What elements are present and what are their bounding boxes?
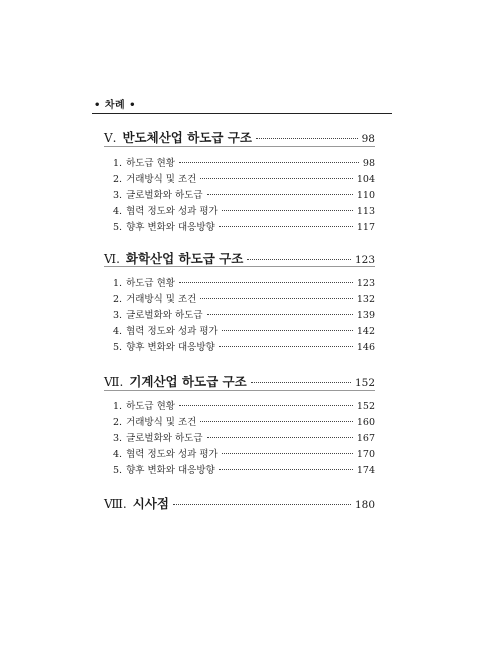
section-number: 4. xyxy=(113,449,123,460)
toc-section[interactable] xyxy=(113,430,375,444)
section-page: 174 xyxy=(356,465,375,476)
section-title: 향후 변화와 대응방향 xyxy=(126,342,215,353)
chapter-title: 시사점 xyxy=(132,496,169,511)
section-number: 5. xyxy=(113,465,123,476)
section-number: 3. xyxy=(113,310,123,321)
dot-leader xyxy=(207,314,353,315)
dot-leader xyxy=(222,453,353,454)
dot-leader xyxy=(207,437,353,438)
section-page: 117 xyxy=(356,222,375,233)
section-number: 3. xyxy=(113,433,123,444)
toc-section[interactable] xyxy=(113,187,375,201)
dot-leader xyxy=(251,382,351,383)
section-number: 4. xyxy=(113,206,123,217)
chapter-page: 180 xyxy=(354,499,375,511)
toc-section[interactable] xyxy=(113,446,375,460)
section-page: 123 xyxy=(356,278,375,289)
toc-section[interactable] xyxy=(113,219,375,233)
toc-section[interactable] xyxy=(113,275,375,289)
toc-section[interactable] xyxy=(113,339,375,353)
section-title: 하도급 현황 xyxy=(126,401,175,412)
section-page: 160 xyxy=(356,417,375,428)
dot-leader xyxy=(200,421,353,422)
chapter-number: Ⅷ. xyxy=(104,497,127,511)
section-number: 2. xyxy=(113,174,123,185)
chapter-rule xyxy=(104,146,375,147)
chapter-title: 기계산업 하도급 구조 xyxy=(129,374,247,389)
dot-leader xyxy=(207,194,353,195)
section-number: 4. xyxy=(113,326,123,337)
toc-section[interactable] xyxy=(113,203,375,217)
section-title: 향후 변화와 대응방향 xyxy=(126,465,215,476)
section-title: 하도급 현황 xyxy=(126,158,175,169)
toc-chapter[interactable] xyxy=(104,372,375,390)
dot-leader xyxy=(219,226,353,227)
chapter-rule xyxy=(104,266,375,267)
section-number: 2. xyxy=(113,294,123,305)
toc-section[interactable] xyxy=(113,291,375,305)
section-number: 1. xyxy=(113,158,123,169)
section-number: 3. xyxy=(113,190,123,201)
toc-section[interactable] xyxy=(113,155,375,169)
toc-chapter[interactable] xyxy=(104,128,375,146)
chapter-number: Ⅵ. xyxy=(104,252,120,266)
section-title: 협력 정도와 성과 평가 xyxy=(126,449,218,460)
section-title: 글로벌화와 하도급 xyxy=(126,433,203,444)
chapter-page: 123 xyxy=(354,254,375,266)
section-title: 글로벌화와 하도급 xyxy=(126,190,203,201)
header-rule xyxy=(92,113,392,114)
dot-leader xyxy=(256,138,358,139)
section-page: 139 xyxy=(356,310,375,321)
dot-leader xyxy=(222,210,353,211)
dot-leader xyxy=(219,469,353,470)
section-number: 2. xyxy=(113,417,123,428)
section-title: 거래방식 및 조건 xyxy=(126,294,197,305)
section-title: 하도급 현황 xyxy=(126,278,175,289)
dot-leader xyxy=(179,282,353,283)
dot-leader xyxy=(222,330,353,331)
section-number: 5. xyxy=(113,222,123,233)
section-page: 110 xyxy=(356,190,375,201)
toc-section[interactable] xyxy=(113,462,375,476)
toc-chapter[interactable] xyxy=(104,494,375,512)
chapter-number: Ⅶ. xyxy=(104,375,124,389)
section-page: 98 xyxy=(362,158,375,169)
section-title: 거래방식 및 조건 xyxy=(126,417,197,428)
section-page: 170 xyxy=(356,449,375,460)
section-title: 협력 정도와 성과 평가 xyxy=(126,206,218,217)
section-number: 5. xyxy=(113,342,123,353)
toc-chapter[interactable] xyxy=(104,249,375,267)
section-page: 113 xyxy=(356,206,375,217)
chapter-rule xyxy=(104,390,375,391)
section-page: 104 xyxy=(356,174,375,185)
section-page: 167 xyxy=(356,433,375,444)
chapter-page: 152 xyxy=(354,377,375,389)
running-header xyxy=(92,92,392,114)
chapter-number: Ⅴ. xyxy=(104,131,117,145)
toc-section[interactable] xyxy=(113,398,375,412)
toc-section[interactable] xyxy=(113,323,375,337)
section-page: 132 xyxy=(356,294,375,305)
section-page: 152 xyxy=(356,401,375,412)
chapter-title: 화학산업 하도급 구조 xyxy=(125,251,244,266)
chapter-title: 반도체산업 하도급 구조 xyxy=(122,130,252,145)
section-title: 향후 변화와 대응방향 xyxy=(126,222,215,233)
dot-leader xyxy=(247,259,351,260)
section-title: 거래방식 및 조건 xyxy=(126,174,197,185)
header-label: • 차례 • xyxy=(94,100,137,111)
section-title: 협력 정도와 성과 평가 xyxy=(126,326,218,337)
dot-leader xyxy=(219,346,353,347)
toc-section[interactable] xyxy=(113,307,375,321)
dot-leader xyxy=(179,405,353,406)
section-title: 글로벌화와 하도급 xyxy=(126,310,203,321)
chapter-page: 98 xyxy=(361,133,375,145)
dot-leader xyxy=(179,162,359,163)
toc-section[interactable] xyxy=(113,171,375,185)
dot-leader xyxy=(173,504,351,505)
dot-leader xyxy=(200,178,353,179)
section-page: 142 xyxy=(356,326,375,337)
dot-leader xyxy=(200,298,353,299)
section-number: 1. xyxy=(113,401,123,412)
section-page: 146 xyxy=(356,342,375,353)
toc-section[interactable] xyxy=(113,414,375,428)
section-number: 1. xyxy=(113,278,123,289)
